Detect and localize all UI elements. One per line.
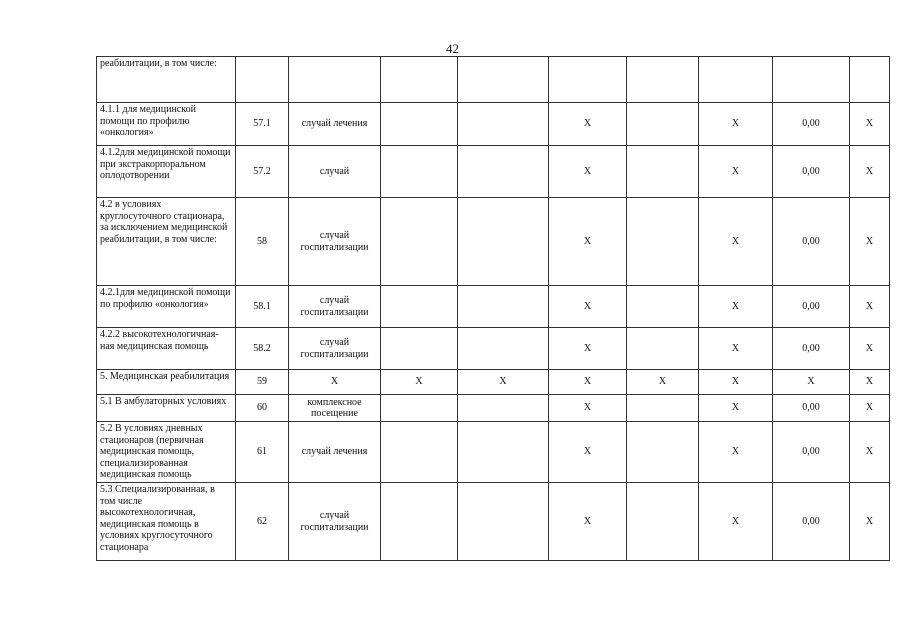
name-cell bbox=[97, 198, 236, 286]
name-cell bbox=[97, 483, 236, 561]
value-cell-4 bbox=[627, 146, 699, 198]
value-cell-7-text: X bbox=[865, 300, 874, 312]
unit-cell-text: случай лечения bbox=[301, 446, 368, 458]
name-cell bbox=[97, 57, 236, 103]
unit-cell bbox=[289, 198, 381, 286]
name-cell bbox=[97, 328, 236, 370]
value-cell-2 bbox=[458, 328, 549, 370]
value-cell-2 bbox=[458, 422, 549, 483]
unit-cell bbox=[289, 328, 381, 370]
page-number: 42 bbox=[446, 41, 459, 56]
value-cell-5-text: X bbox=[731, 235, 740, 247]
name-cell bbox=[97, 422, 236, 483]
value-cell-2 bbox=[458, 395, 549, 422]
value-cell-1 bbox=[381, 286, 458, 328]
name-cell bbox=[97, 286, 236, 328]
unit-cell-text: случай лечения bbox=[301, 118, 368, 130]
value-cell-7-text: X bbox=[865, 165, 874, 177]
value-cell-7 bbox=[850, 483, 890, 561]
unit-cell-text: случай госпитализации bbox=[300, 230, 369, 253]
table-row bbox=[97, 57, 890, 103]
value-cell-1 bbox=[381, 370, 458, 395]
value-cell-2-text: X bbox=[499, 376, 507, 388]
table-row bbox=[97, 198, 890, 286]
name-cell-text: 5.1 В амбулаторных условиях bbox=[100, 396, 227, 407]
value-cell-7 bbox=[850, 198, 890, 286]
code-cell-text: 62 bbox=[257, 515, 267, 527]
value-cell-5 bbox=[699, 286, 773, 328]
value-cell-6-text: 0,00 bbox=[802, 165, 820, 177]
value-cell-6-text: 0,00 bbox=[802, 300, 820, 312]
value-cell-3 bbox=[549, 328, 627, 370]
name-cell-text: 5. Медицинская реабилитация bbox=[100, 371, 230, 382]
unit-cell-text: случай госпитализации bbox=[300, 295, 369, 318]
unit-cell-text: X bbox=[330, 376, 339, 388]
unit-cell bbox=[289, 286, 381, 328]
code-cell-text: 58.2 bbox=[253, 342, 271, 354]
value-cell-6 bbox=[773, 57, 850, 103]
value-cell-3-text: X bbox=[583, 235, 592, 247]
value-cell-4 bbox=[627, 286, 699, 328]
code-cell-text: 60 bbox=[257, 402, 267, 414]
value-cell-7-text: X bbox=[865, 118, 874, 130]
table-row bbox=[97, 395, 890, 422]
table-row bbox=[97, 328, 890, 370]
name-cell-text: 4.2.1для медицинской помощи по профилю «онкология» bbox=[100, 287, 231, 310]
value-cell-2 bbox=[458, 483, 549, 561]
unit-cell bbox=[289, 103, 381, 146]
unit-cell bbox=[289, 146, 381, 198]
unit-cell bbox=[289, 483, 381, 561]
value-cell-6-text: 0,00 bbox=[802, 235, 820, 247]
value-cell-2 bbox=[458, 103, 549, 146]
value-cell-2 bbox=[458, 198, 549, 286]
value-cell-5-text: X bbox=[731, 402, 740, 414]
value-cell-5-text: X bbox=[731, 515, 740, 527]
value-cell-5 bbox=[699, 57, 773, 103]
unit-cell bbox=[289, 395, 381, 422]
value-cell-1 bbox=[381, 395, 458, 422]
value-cell-5-text: X bbox=[731, 342, 740, 354]
value-cell-4 bbox=[627, 57, 699, 103]
name-cell bbox=[97, 146, 236, 198]
value-cell-3-text: X bbox=[583, 376, 592, 388]
name-cell bbox=[97, 395, 236, 422]
code-cell-text: 58 bbox=[257, 235, 267, 247]
value-cell-5 bbox=[699, 395, 773, 422]
value-cell-5-text: X bbox=[731, 446, 740, 458]
value-cell-6 bbox=[773, 103, 850, 146]
code-cell bbox=[236, 395, 289, 422]
value-cell-3 bbox=[549, 395, 627, 422]
name-cell bbox=[97, 103, 236, 146]
value-cell-3-text: X bbox=[583, 342, 592, 354]
value-cell-7-text: X bbox=[865, 342, 874, 354]
value-cell-1-text: X bbox=[415, 376, 423, 388]
table-row bbox=[97, 483, 890, 561]
value-cell-3 bbox=[549, 483, 627, 561]
unit-cell bbox=[289, 370, 381, 395]
value-cell-4 bbox=[627, 103, 699, 146]
unit-cell-text: случай госпитализации bbox=[300, 510, 369, 533]
table-row bbox=[97, 370, 890, 395]
unit-cell-text: комплексное посещение bbox=[307, 396, 362, 419]
value-cell-7 bbox=[850, 395, 890, 422]
value-cell-4 bbox=[627, 422, 699, 483]
value-cell-5 bbox=[699, 422, 773, 483]
code-cell bbox=[236, 370, 289, 395]
table-row bbox=[97, 146, 890, 198]
value-cell-7 bbox=[850, 370, 890, 395]
value-cell-7 bbox=[850, 146, 890, 198]
table-row bbox=[97, 286, 890, 328]
value-cell-4 bbox=[627, 395, 699, 422]
table-body bbox=[97, 57, 890, 561]
value-cell-7-text: X bbox=[865, 515, 874, 527]
value-cell-4 bbox=[627, 198, 699, 286]
name-cell-text: реабилитации, в том числе: bbox=[100, 58, 217, 69]
value-cell-2 bbox=[458, 370, 549, 395]
value-cell-7-text: X bbox=[865, 376, 874, 388]
value-cell-5-text: X bbox=[731, 118, 740, 130]
code-cell-text: 59 bbox=[257, 376, 267, 388]
value-cell-3 bbox=[549, 286, 627, 328]
value-cell-4 bbox=[627, 328, 699, 370]
value-cell-3 bbox=[549, 422, 627, 483]
value-cell-5-text: X bbox=[731, 376, 740, 388]
value-cell-5 bbox=[699, 328, 773, 370]
value-cell-1 bbox=[381, 483, 458, 561]
value-cell-4 bbox=[627, 370, 699, 395]
value-cell-3 bbox=[549, 57, 627, 103]
name-cell-text: 4.1.1 для медицинской помощи по профилю «онкология» bbox=[100, 104, 196, 138]
code-cell bbox=[236, 198, 289, 286]
unit-cell bbox=[289, 422, 381, 483]
value-cell-6-text: X bbox=[807, 376, 815, 388]
code-cell bbox=[236, 146, 289, 198]
value-cell-6-text: 0,00 bbox=[802, 402, 820, 414]
value-cell-6-text: 0,00 bbox=[802, 446, 820, 458]
name-cell-text: 4.2 в условиях круглосуточного стационара, за исключением медицинской реабилитации, в том числе: bbox=[100, 199, 228, 245]
value-cell-2 bbox=[458, 286, 549, 328]
value-cell-6 bbox=[773, 370, 850, 395]
value-cell-7 bbox=[850, 57, 890, 103]
unit-cell bbox=[289, 57, 381, 103]
value-cell-6 bbox=[773, 483, 850, 561]
value-cell-4-text: X bbox=[658, 376, 667, 388]
value-cell-6-text: 0,00 bbox=[802, 515, 820, 527]
value-cell-1 bbox=[381, 57, 458, 103]
value-cell-5-text: X bbox=[731, 300, 740, 312]
value-cell-1 bbox=[381, 422, 458, 483]
value-cell-3 bbox=[549, 103, 627, 146]
name-cell-text: 5.3 Специализированная, в том числе высокотехнологичная, медицинская помощь в условиях круглосуточного стационара bbox=[100, 484, 215, 553]
value-cell-3-text: X bbox=[583, 118, 592, 130]
value-cell-6-text: 0,00 bbox=[802, 118, 820, 130]
name-cell-text: 4.1.2для медицинской помощи при экстракорпоральном оплодотворении bbox=[100, 147, 231, 181]
value-cell-5 bbox=[699, 198, 773, 286]
value-cell-5 bbox=[699, 103, 773, 146]
value-cell-7-text: X bbox=[865, 446, 874, 458]
value-cell-7-text: X bbox=[865, 402, 874, 414]
unit-cell-text: случай bbox=[319, 165, 350, 177]
value-cell-6 bbox=[773, 146, 850, 198]
value-cell-5-text: X bbox=[731, 165, 740, 177]
table-row bbox=[97, 103, 890, 146]
code-cell-text: 61 bbox=[257, 446, 267, 458]
value-cell-5 bbox=[699, 146, 773, 198]
value-cell-1 bbox=[381, 198, 458, 286]
unit-cell-text: случай госпитализации bbox=[300, 337, 369, 360]
value-cell-6 bbox=[773, 328, 850, 370]
code-cell bbox=[236, 422, 289, 483]
data-table bbox=[96, 56, 890, 561]
value-cell-1 bbox=[381, 146, 458, 198]
code-cell bbox=[236, 57, 289, 103]
name-cell-text: 5.2 В условиях дневных стационаров (первичная медицинская помощь, специализированная медицинская помощь bbox=[100, 423, 204, 480]
value-cell-6-text: 0,00 bbox=[802, 342, 820, 354]
value-cell-6 bbox=[773, 395, 850, 422]
name-cell-text: 4.2.2 высокотехнологичная-ная медицинская помощь bbox=[100, 329, 219, 352]
value-cell-3 bbox=[549, 198, 627, 286]
code-cell bbox=[236, 483, 289, 561]
value-cell-2 bbox=[458, 146, 549, 198]
value-cell-3-text: X bbox=[583, 446, 592, 458]
name-cell bbox=[97, 370, 236, 395]
value-cell-5 bbox=[699, 370, 773, 395]
value-cell-6 bbox=[773, 422, 850, 483]
value-cell-6 bbox=[773, 286, 850, 328]
code-cell bbox=[236, 328, 289, 370]
code-cell-text: 57.1 bbox=[253, 118, 271, 130]
code-cell bbox=[236, 286, 289, 328]
value-cell-3 bbox=[549, 370, 627, 395]
code-cell-text: 57.2 bbox=[253, 165, 271, 177]
value-cell-7-text: X bbox=[865, 235, 874, 247]
value-cell-7 bbox=[850, 103, 890, 146]
code-cell-text: 58.1 bbox=[253, 300, 271, 312]
code-cell bbox=[236, 103, 289, 146]
value-cell-3-text: X bbox=[583, 402, 592, 414]
value-cell-3 bbox=[549, 146, 627, 198]
value-cell-7 bbox=[850, 328, 890, 370]
value-cell-7 bbox=[850, 422, 890, 483]
table-row bbox=[97, 422, 890, 483]
value-cell-2 bbox=[458, 57, 549, 103]
value-cell-5 bbox=[699, 483, 773, 561]
value-cell-6 bbox=[773, 198, 850, 286]
value-cell-4 bbox=[627, 483, 699, 561]
value-cell-3-text: X bbox=[583, 300, 592, 312]
value-cell-3-text: X bbox=[583, 515, 592, 527]
value-cell-7 bbox=[850, 286, 890, 328]
value-cell-1 bbox=[381, 103, 458, 146]
value-cell-1 bbox=[381, 328, 458, 370]
value-cell-3-text: X bbox=[583, 165, 592, 177]
